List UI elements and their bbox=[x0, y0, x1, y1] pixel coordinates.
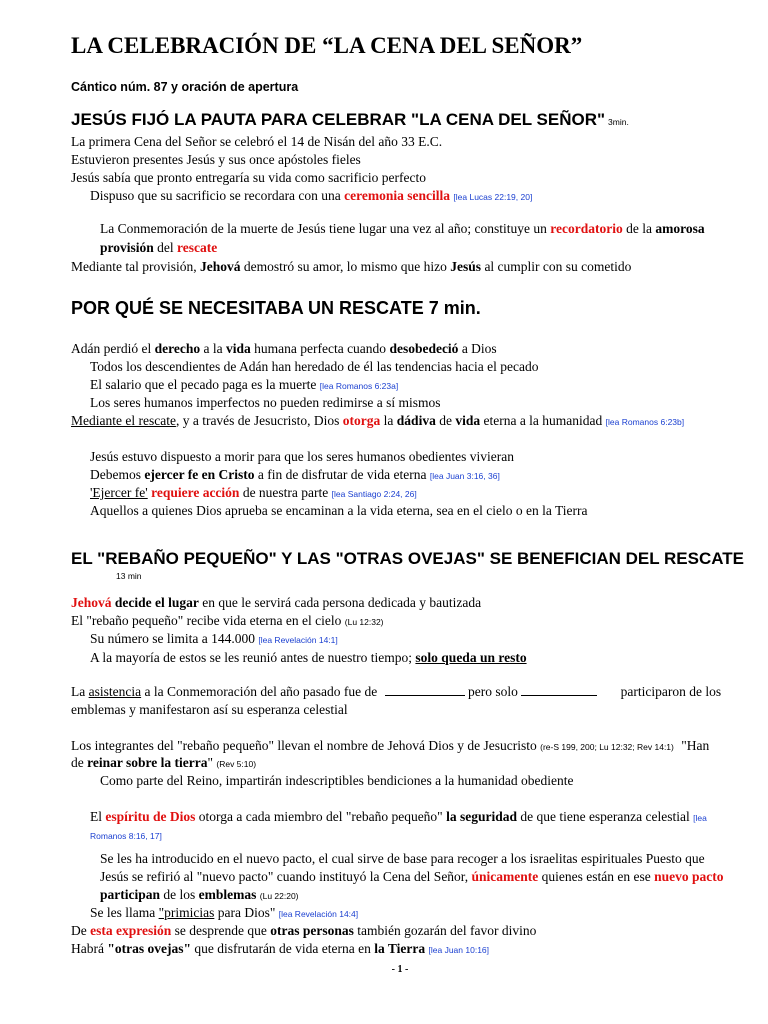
text: la bbox=[383, 413, 394, 428]
s2-line-6: Jesús estuvo dispuesto a morir para que los seres humanos obedientes vivieran bbox=[90, 449, 515, 464]
highlight: espíritu de Dios bbox=[105, 809, 196, 824]
s1-line-2: Estuvieron presentes Jesús y sus once apóstoles fieles bbox=[71, 152, 361, 167]
text: demostró su amor, lo mismo que hizo bbox=[243, 259, 447, 274]
s3-line-15 bbox=[90, 904, 358, 923]
scripture-reference: (re-S 199, 200; Lu 12:32; Rev 14:1) bbox=[540, 742, 674, 752]
s3-line-12: Se les ha introducido en el nuevo pacto, el cual sirve de base para recoger a los israelitas espirituales Puesto que bbox=[100, 851, 705, 866]
page-number: - 1 - bbox=[391, 964, 409, 975]
s2-line-5 bbox=[71, 412, 684, 431]
s3-line-1 bbox=[71, 594, 481, 612]
bold-text: ejercer fe en Cristo bbox=[144, 467, 255, 482]
text: Jesús se refirió al "nuevo pacto" cuando instituyó la Cena del Señor, bbox=[100, 869, 469, 884]
highlight: Jehová bbox=[71, 595, 112, 610]
bold-text: desobedeció bbox=[389, 341, 459, 356]
text: a la Conmemoración del año pasado fue de bbox=[144, 684, 378, 699]
section-1-time: 3min. bbox=[608, 117, 629, 127]
text: Los integrantes del "rebaño pequeño" llevan el nombre de Jehová Dios y de Jesucristo bbox=[71, 738, 537, 753]
scripture-reference: (Lu 12:32) bbox=[344, 617, 384, 627]
s1-line-5 bbox=[100, 220, 705, 238]
text: Adán perdió el bbox=[71, 341, 152, 356]
text: , y a través de Jesucristo, Dios bbox=[175, 413, 340, 428]
s3-line-13 bbox=[100, 868, 724, 886]
text: humana perfecta cuando bbox=[254, 341, 387, 356]
s3-line-9: Como parte del Reino, impartirán indescriptibles bendiciones a la humanidad obediente bbox=[100, 773, 574, 788]
scripture-reference: [lea Romanos 6:23b] bbox=[605, 417, 685, 427]
highlight: nuevo pacto bbox=[654, 869, 724, 884]
text: al cumplir con su cometido bbox=[484, 259, 632, 274]
scripture-reference: [lea Juan 3:16, 36] bbox=[429, 471, 500, 481]
text: El bbox=[90, 809, 102, 824]
bold-text: "otras ovejas" bbox=[107, 941, 191, 956]
s1-line-1: La primera Cena del Señor se celebró el 14 de Nisán del año 33 E.C. bbox=[71, 134, 443, 149]
text: Se les llama bbox=[90, 905, 156, 920]
underlined-text: 'Ejercer fe' bbox=[90, 485, 148, 500]
text: que disfrutarán de vida eterna en bbox=[194, 941, 371, 956]
section-1-title: JESÚS FIJÓ LA PAUTA PARA CELEBRAR "LA CENA DEL SEÑOR" bbox=[71, 110, 606, 129]
text: del bbox=[157, 240, 174, 255]
text: Dispuso que su sacrificio se recordara con una bbox=[90, 188, 341, 203]
text: otorga a cada miembro del "rebaño pequeño" bbox=[198, 809, 443, 824]
s3-line-11 bbox=[90, 826, 162, 844]
text: "Han bbox=[681, 738, 710, 753]
bold-text: provisión bbox=[100, 240, 154, 255]
scripture-reference: [lea Lucas 22:19, 20] bbox=[453, 192, 533, 202]
text: La Conmemoración de la muerte de Jesús tiene lugar una vez al año; constituye un bbox=[100, 221, 547, 236]
scripture-reference: (Lu 22:20) bbox=[259, 891, 299, 901]
text: de la bbox=[626, 221, 652, 236]
text: El salario que el pecado paga es la muerte bbox=[90, 377, 317, 392]
s2-line-9: Aquellos a quienes Dios aprueba se encaminan a la vida eterna, sea en el cielo o en la Tierra bbox=[90, 503, 588, 518]
bold-text: dádiva bbox=[396, 413, 436, 428]
text: de que tiene esperanza celestial bbox=[520, 809, 690, 824]
text: de nuestra parte bbox=[242, 485, 329, 500]
text: Habrá bbox=[71, 941, 104, 956]
bold-text: reinar sobre la tierra bbox=[87, 755, 208, 770]
attendance-blank[interactable] bbox=[385, 683, 465, 696]
scripture-reference: [lea bbox=[693, 813, 707, 823]
highlight: únicamente bbox=[471, 869, 539, 884]
highlight: ceremonia sencilla bbox=[344, 188, 451, 203]
text: en que le servirá cada persona dedicada y bautizada bbox=[202, 595, 482, 610]
s2-line-3 bbox=[90, 376, 398, 395]
bold-text: otras personas bbox=[270, 923, 354, 938]
text: La bbox=[71, 684, 86, 699]
scripture-reference: [lea Santiago 2:24, 26] bbox=[331, 489, 417, 499]
text: Mediante tal provisión, bbox=[71, 259, 197, 274]
section-3-heading: EL "REBAÑO PEQUEÑO" Y LAS "OTRAS OVEJAS" SE BENEFICIAN DEL RESCATE bbox=[71, 549, 745, 568]
underlined-text: asistencia bbox=[88, 684, 142, 699]
text: de los bbox=[163, 887, 196, 902]
s1-line-7 bbox=[71, 258, 631, 276]
s3-line-5 bbox=[71, 683, 721, 701]
bold-text: vida bbox=[225, 341, 251, 356]
s2-line-4: Los seres humanos imperfectos no pueden redimirse a sí mismos bbox=[90, 395, 441, 410]
text: pero solo bbox=[468, 684, 518, 699]
bold-underlined-text: solo queda un resto bbox=[415, 650, 527, 665]
s3-line-17 bbox=[71, 940, 489, 959]
text: de bbox=[71, 755, 84, 770]
s2-line-8 bbox=[90, 484, 417, 503]
bold-text: derecho bbox=[154, 341, 201, 356]
s3-line-3 bbox=[90, 630, 338, 649]
bold-text: decide el lugar bbox=[114, 595, 199, 610]
section-2-heading: POR QUÉ SE NECESITABA UN RESCATE 7 min. bbox=[71, 298, 481, 318]
text: a Dios bbox=[461, 341, 497, 356]
section-1-heading bbox=[71, 110, 629, 130]
highlight: rescate bbox=[177, 240, 218, 255]
intro-line: Cántico núm. 87 y oración de apertura bbox=[71, 80, 299, 94]
highlight: esta expresión bbox=[90, 923, 172, 938]
highlight: otorga bbox=[342, 413, 381, 428]
text: a fin de disfrutar de vida eterna bbox=[257, 467, 427, 482]
text: A la mayoría de estos se les reunió antes de nuestro tiempo; bbox=[90, 650, 413, 665]
s2-line-1 bbox=[71, 340, 497, 358]
page-title: LA CELEBRACIÓN DE “LA CENA DEL SEÑOR” bbox=[71, 33, 583, 58]
s2-line-2: Todos los descendientes de Adán han heredado de él las tendencias hacia el pecado bbox=[90, 359, 539, 374]
bold-text: la Tierra bbox=[374, 941, 426, 956]
s3-line-8 bbox=[71, 754, 256, 773]
scripture-reference: [lea Revelación 14:1] bbox=[258, 635, 338, 645]
s1-line-3: Jesús sabía que pronto entregaría su vida como sacrificio perfecto bbox=[71, 170, 426, 185]
underlined-text: "primicias bbox=[158, 905, 215, 920]
scripture-reference: Romanos 8:16, 17] bbox=[90, 831, 162, 841]
bold-text: amorosa bbox=[655, 221, 705, 236]
text: Debemos bbox=[90, 467, 141, 482]
bold-text: vida bbox=[455, 413, 481, 428]
text: también gozarán del favor divino bbox=[357, 923, 537, 938]
scripture-reference: [lea Romanos 6:23a] bbox=[319, 381, 399, 391]
s3-line-16 bbox=[71, 922, 536, 940]
section-3-time: 13 min bbox=[116, 571, 142, 581]
s3-line-10 bbox=[90, 808, 707, 827]
s1-line-6 bbox=[100, 239, 217, 257]
text: de bbox=[439, 413, 452, 428]
bold-text: Jehová bbox=[199, 259, 241, 274]
partakers-blank[interactable] bbox=[521, 683, 597, 696]
highlight: recordatorio bbox=[550, 221, 623, 236]
text: El "rebaño pequeño" recibe vida eterna en el cielo bbox=[71, 613, 342, 628]
text: participaron de los bbox=[620, 684, 722, 699]
text: a la bbox=[203, 341, 223, 356]
s3-line-14 bbox=[100, 886, 299, 905]
bold-text: Jesús bbox=[450, 259, 482, 274]
bold-text: emblemas bbox=[198, 887, 257, 902]
s3-line-6: emblemas y manifestaron así su esperanza celestial bbox=[71, 702, 348, 717]
text: eterna a la humanidad bbox=[483, 413, 603, 428]
scripture-reference: [lea Juan 10:16] bbox=[428, 945, 490, 955]
text: De bbox=[71, 923, 87, 938]
bold-text: la seguridad bbox=[446, 809, 517, 824]
text: se desprende que bbox=[174, 923, 267, 938]
text: Su número se limita a 144.000 bbox=[90, 631, 255, 646]
underlined-text: Mediante el rescate bbox=[71, 413, 176, 428]
s2-line-7 bbox=[90, 466, 500, 485]
s3-line-4 bbox=[90, 649, 527, 667]
s1-line-4 bbox=[90, 187, 532, 206]
text: " bbox=[207, 755, 213, 770]
s3-line-2 bbox=[71, 612, 384, 631]
highlight: requiere acción bbox=[151, 485, 240, 500]
bold-text: participan bbox=[100, 887, 161, 902]
text: quienes están en ese bbox=[541, 869, 651, 884]
scripture-reference: [lea Revelación 14:4] bbox=[278, 909, 359, 919]
scripture-reference: (Rev 5:10) bbox=[216, 759, 257, 769]
text: para Dios" bbox=[217, 905, 276, 920]
